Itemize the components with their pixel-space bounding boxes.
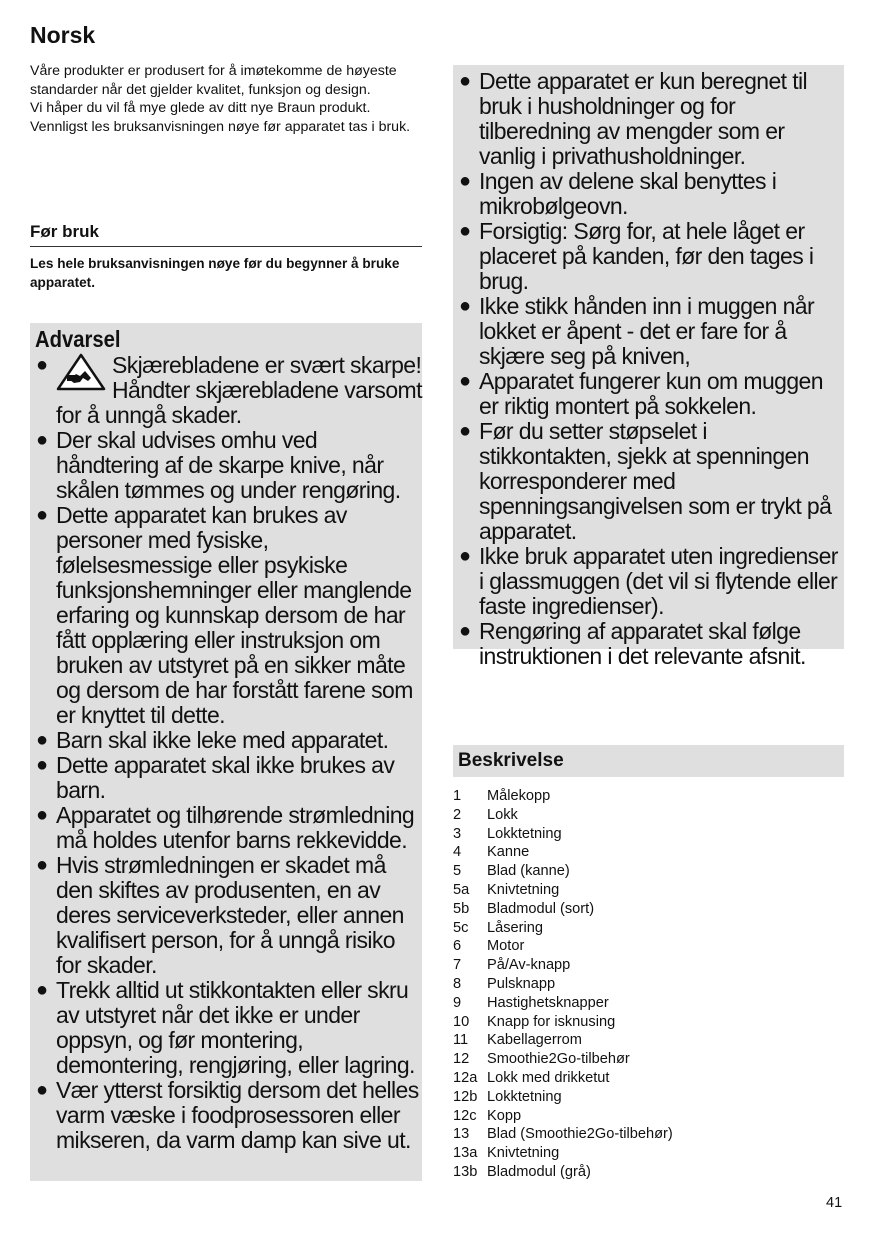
list-item: 13b Bladmodul (grå) bbox=[453, 1163, 591, 1180]
warning-item: ● Ingen av delene skal benyttes i mikrobølgeovn. bbox=[459, 168, 777, 219]
list-item: 12 Smoothie2Go-tilbehør bbox=[453, 1051, 630, 1068]
list-item: 5c Låsering bbox=[453, 919, 543, 936]
list-item: 5 Blad (kanne) bbox=[453, 863, 570, 880]
page-number: 41 bbox=[826, 1195, 843, 1211]
warning-item: ● Dette apparatet skal ikke brukes av barn. bbox=[36, 752, 395, 803]
warning-item: ● Ikke bruk apparatet uten ingredienser i glassmuggen (det vil si flytende eller faste ingredienser). bbox=[459, 543, 838, 619]
list-item: 2 Lokk bbox=[453, 806, 518, 823]
page-title: Norsk bbox=[30, 22, 96, 48]
list-item: 12b Lokktetning bbox=[453, 1088, 562, 1105]
warning-item: ● Skjærebladene er svært skarpe! Håndter skjærebladene varsomt for å unngå skader. bbox=[36, 352, 422, 428]
warning-list bbox=[34, 353, 422, 1153]
list-item: 11 Kabellagerrom bbox=[453, 1032, 582, 1049]
list-item: 1 Målekopp bbox=[453, 788, 551, 804]
intro-text bbox=[30, 62, 430, 136]
warning-item: ● Barn skal ikke leke med apparatet. bbox=[36, 727, 389, 753]
warning-item: ● Før du setter støpselet i stikkontakten, sjekk at spenningen korresponderer med spenningsangivelsen som er trykt på apparatet. bbox=[459, 418, 832, 544]
warning-item: ● Ikke stikk hånden inn i muggen når lokket er åpent - det er fare for å skjære seg på kniven, bbox=[459, 293, 815, 369]
list-item: 6 Motor bbox=[453, 938, 525, 955]
warning-item: ● Hvis strømledningen er skadet må den skiftes av produsenten, en av deres serviceverksteder, eller annen kvalifisert person, for å unngå risiko for skader. bbox=[36, 852, 404, 978]
warning-item: ● Vær ytterst forsiktig dersom det helles varm væske i foodprosessoren eller mikseren, da varm damp kan sive ut. bbox=[36, 1077, 419, 1153]
warning-item: ● Dette apparatet er kun beregnet til bruk i husholdninger og for tilberedning av mengder som er vanlig i privathusholdninger. bbox=[459, 68, 808, 169]
list-item: 5b Bladmodul (sort) bbox=[453, 900, 595, 917]
intro-paragraph-1: Våre produkter er produsert for å imøtekomme de høyeste standarder når det gjelder kvalitet, funksjon og design. bbox=[30, 63, 397, 98]
warning-item: ● Apparatet og tilhørende strømledning må holdes utenfor barns rekkevidde. bbox=[36, 802, 415, 853]
list-item: 5a Knivtetning bbox=[453, 881, 560, 898]
description-heading: Beskrivelse bbox=[458, 750, 564, 771]
list-item: 12a Lokk med drikketut bbox=[453, 1069, 610, 1086]
warning-item: ● Der skal udvises omhu ved håndtering af de skarpe knive, når skålen tømmes og under rengøring. bbox=[36, 427, 401, 503]
warning-item: ● Forsigtig: Sørg for, at hele låget er placeret på kanden, før den tages i brug. bbox=[459, 218, 814, 294]
list-item: 12c Kopp bbox=[453, 1107, 522, 1124]
before-use-note: Les hele bruksanvisningen nøye før du begynner å bruke apparatet. bbox=[30, 256, 400, 290]
list-item: 7 På/Av-knapp bbox=[453, 957, 571, 974]
list-item: 4 Kanne bbox=[453, 844, 530, 861]
list-item: 3 Lokktetning bbox=[453, 825, 562, 842]
warning-item: ● Dette apparatet kan brukes av personer med fysiske, følelsesmessige eller psykiske funksjonshemninger eller manglende erfaring og kunnskap dersom de har fått opplæring eller instruksjon om bruken av utstyret på en sikker måte og dersom de har forstått farene som er knyttet til dette. bbox=[36, 502, 413, 728]
list-item: 9 Hastighetsknapper bbox=[453, 994, 609, 1011]
list-item: 8 Pulsknapp bbox=[453, 975, 556, 992]
warning-item: ● Apparatet fungerer kun om muggen er riktig montert på sokkelen. bbox=[459, 368, 823, 419]
warning-item: ● Trekk alltid ut stikkontakten eller skru av utstyret når det ikke er under oppsyn, og før montering, demontering, rengjøring, eller lagring. bbox=[36, 977, 415, 1078]
warning-item: ● Rengøring af apparatet skal følge instruktionen i det relevante afsnit. bbox=[459, 618, 806, 669]
list-item: 13a Knivtetning bbox=[453, 1145, 560, 1162]
warning-list-continued bbox=[457, 69, 841, 669]
before-use-heading: Før bruk bbox=[30, 222, 422, 247]
list-item: 13 Blad (Smoothie2Go-tilbehør) bbox=[453, 1126, 673, 1143]
parts-list bbox=[453, 787, 844, 1182]
blade-hazard-icon bbox=[56, 353, 108, 393]
intro-paragraph-2: Vi håper du vil få mye glede av ditt nye Braun produkt. Vennligst les bruksanvisningen nøye før apparatet tas i bruk. bbox=[30, 100, 411, 135]
warning-title: Advarsel bbox=[35, 326, 121, 352]
list-item: 10 Knapp for isknusing bbox=[453, 1013, 616, 1030]
